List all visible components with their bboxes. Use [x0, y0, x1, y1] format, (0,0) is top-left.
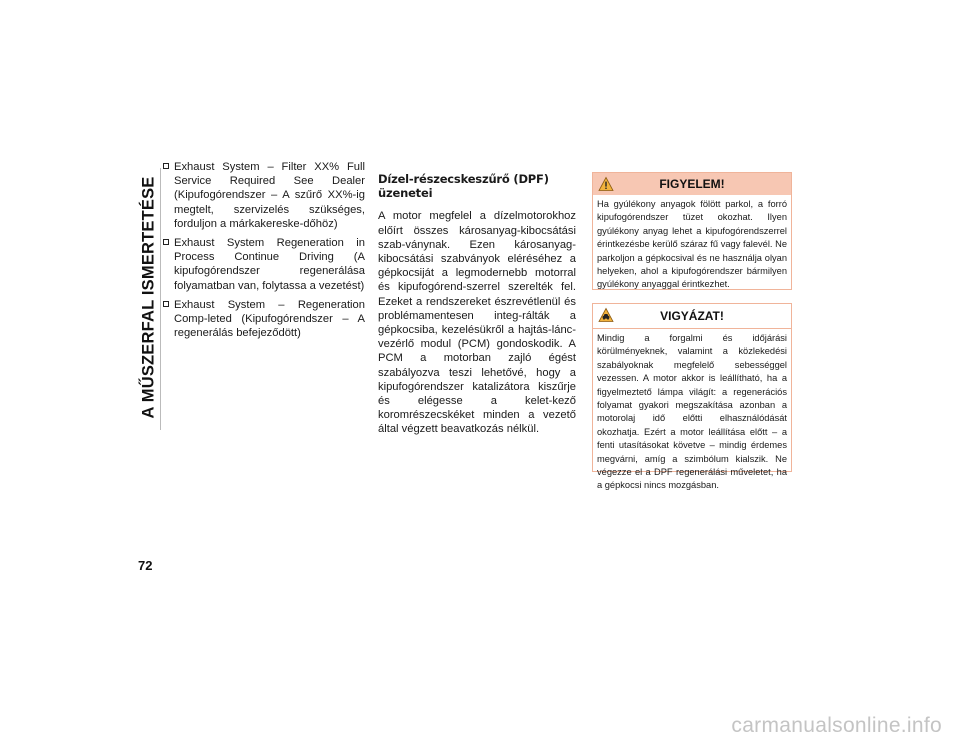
dpf-section	[378, 172, 576, 437]
square-bullet-icon	[163, 239, 169, 245]
caution-car-icon	[598, 307, 614, 323]
message-list-column	[162, 160, 365, 345]
message-list	[162, 160, 365, 340]
chapter-divider	[160, 168, 161, 430]
caution-box-header	[593, 304, 791, 328]
list-item-text: Exhaust System – Regeneration Comp-leted (Kipufogórendszer – A regenerálás befejeződött)	[174, 298, 365, 340]
warning-box-title: FIGYELEM!	[659, 177, 725, 191]
chapter-title-text: A MŰSZERFAL ISMERTETÉSE	[139, 175, 158, 419]
warning-box-header	[593, 173, 791, 195]
square-bullet-icon	[163, 163, 169, 169]
list-item-text: Exhaust System – Filter XX% Full Service Required See Dealer (Kipufogórendszer – A szűrő XX%-ig megtelt, szervizelés szükséges, forduljon a márkakereske-dőhöz)	[174, 161, 365, 230]
watermark-text: carmanualsonline.info	[731, 714, 942, 737]
caution-box-text: Mindig a forgalmi és időjárási körülményeknek, valamint a közlekedési szabályoknak megfelelő sebességgel vezessen. A motor akkor is leállítható, ha a figyelmeztető lámpa világít: a regenerációs folyamat gyakori megszakítása azonban a motorolaj idő előtti elhasználódását okozhatja. Ezért a motor leállítása előtt – a fenti utasításokat követve – mindig érdemes megvárni, amíg a szimbólum kialszik. Ne végezze el a DPF regenerálási műveletet, ha a gépkocsi nincs mozgásban.	[593, 328, 791, 493]
warning-box-text: Ha gyúlékony anyagok fölött parkol, a forró kipufogórendszer tüzet okozhat. Ilyen gyúlékony anyag lehet a kipufogórendszerrel érintkezésbe kerülő száraz fű vagy falevél. Ne parkoljon a gépkocsival és ne használja olyan helyeken, ahol a kipufogórendszer bármilyen gyúlékony anyaggal érintkezhet.	[597, 199, 787, 290]
square-bullet-icon	[163, 301, 169, 307]
warning-triangle-icon	[598, 176, 614, 192]
dpf-heading: Dízel-részecskeszűrő (DPF) üzenetei	[378, 172, 549, 201]
warning-box	[592, 172, 792, 290]
list-item	[162, 298, 365, 341]
list-item-text: Exhaust System Regeneration in Process Continue Driving (A kipufogórendszer regenerálása folyamatban van, folytassa a vezetést)	[174, 237, 365, 292]
chapter-side-title	[138, 172, 160, 422]
caution-box	[592, 303, 792, 491]
list-item	[162, 236, 365, 293]
page-number: 72	[138, 558, 153, 573]
list-item	[162, 160, 365, 231]
dpf-body-text: A motor megfelel a dízelmotorokhoz előírt összes károsanyag-kibocsátási szab-ványnak. Ezen károsanyag-kibocsátási szabványok eléréséhez a gépkocsiját a legmodernebb motorral és kipufogórend-szerrel szerelték fel. Ezeket a rendszereket észrevétlenül és problémamentesen integ-rálták a gépkocsiba, kezelésükről a hajtás-lánc-vezérlő modul (PCM) gondoskodik. A PCM a motorban zajló égést szabályozva teszi lehetővé, hogy a kipufogórendszer katalizátora kiszűrje és elégesse a kelet-kező koromrészecskéket minden a vezető által végzett beavatkozás nélkül.	[378, 210, 576, 436]
caution-box-title: VIGYÁZAT!	[660, 309, 724, 323]
